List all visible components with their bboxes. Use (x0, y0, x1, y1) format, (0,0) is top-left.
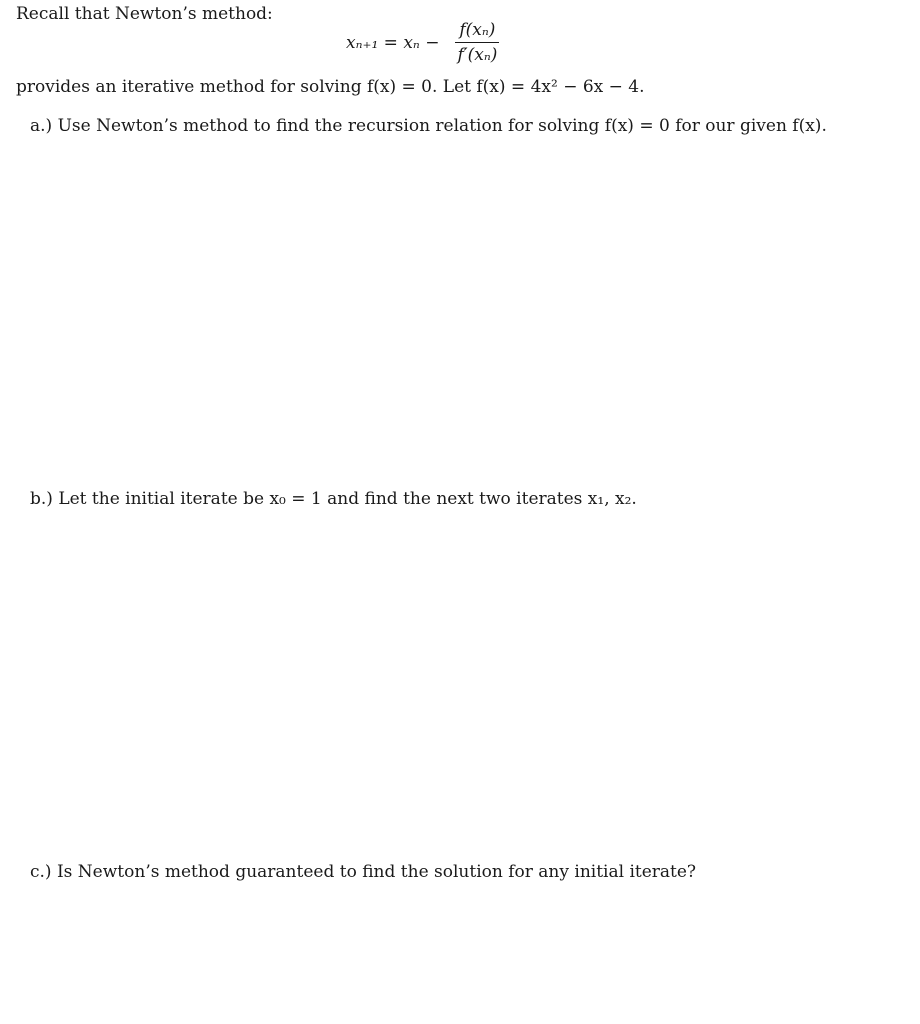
question-a (30, 116, 827, 136)
question-b-label: b.) (30, 489, 53, 509)
intro-text: Recall that Newton’s method: (16, 4, 273, 24)
formula-numerator: f(xₙ) (455, 20, 499, 43)
formula-denominator: f′(xₙ) (457, 45, 498, 65)
formula-lhs: xₙ₊₁ = xₙ − (346, 32, 440, 53)
question-c-label: c.) (30, 862, 52, 882)
question-c (30, 862, 696, 882)
newton-formula (346, 20, 501, 65)
question-b (30, 489, 637, 509)
question-c-text: Is Newton’s method guaranteed to find the solution for any initial iterate? (56, 862, 697, 882)
question-a-label: a.) (30, 116, 53, 136)
question-a-text: Use Newton’s method to find the recursion relation for solving f(x) = 0 for our given f(x). (57, 116, 827, 136)
question-b-text: Let the initial iterate be x₀ = 1 and find the next two iterates x₁, x₂. (58, 489, 637, 509)
formula-fraction (453, 20, 501, 65)
intro-continuation: provides an iterative method for solving f(x) = 0. Let f(x) = 4x² − 6x − 4. (16, 77, 645, 97)
